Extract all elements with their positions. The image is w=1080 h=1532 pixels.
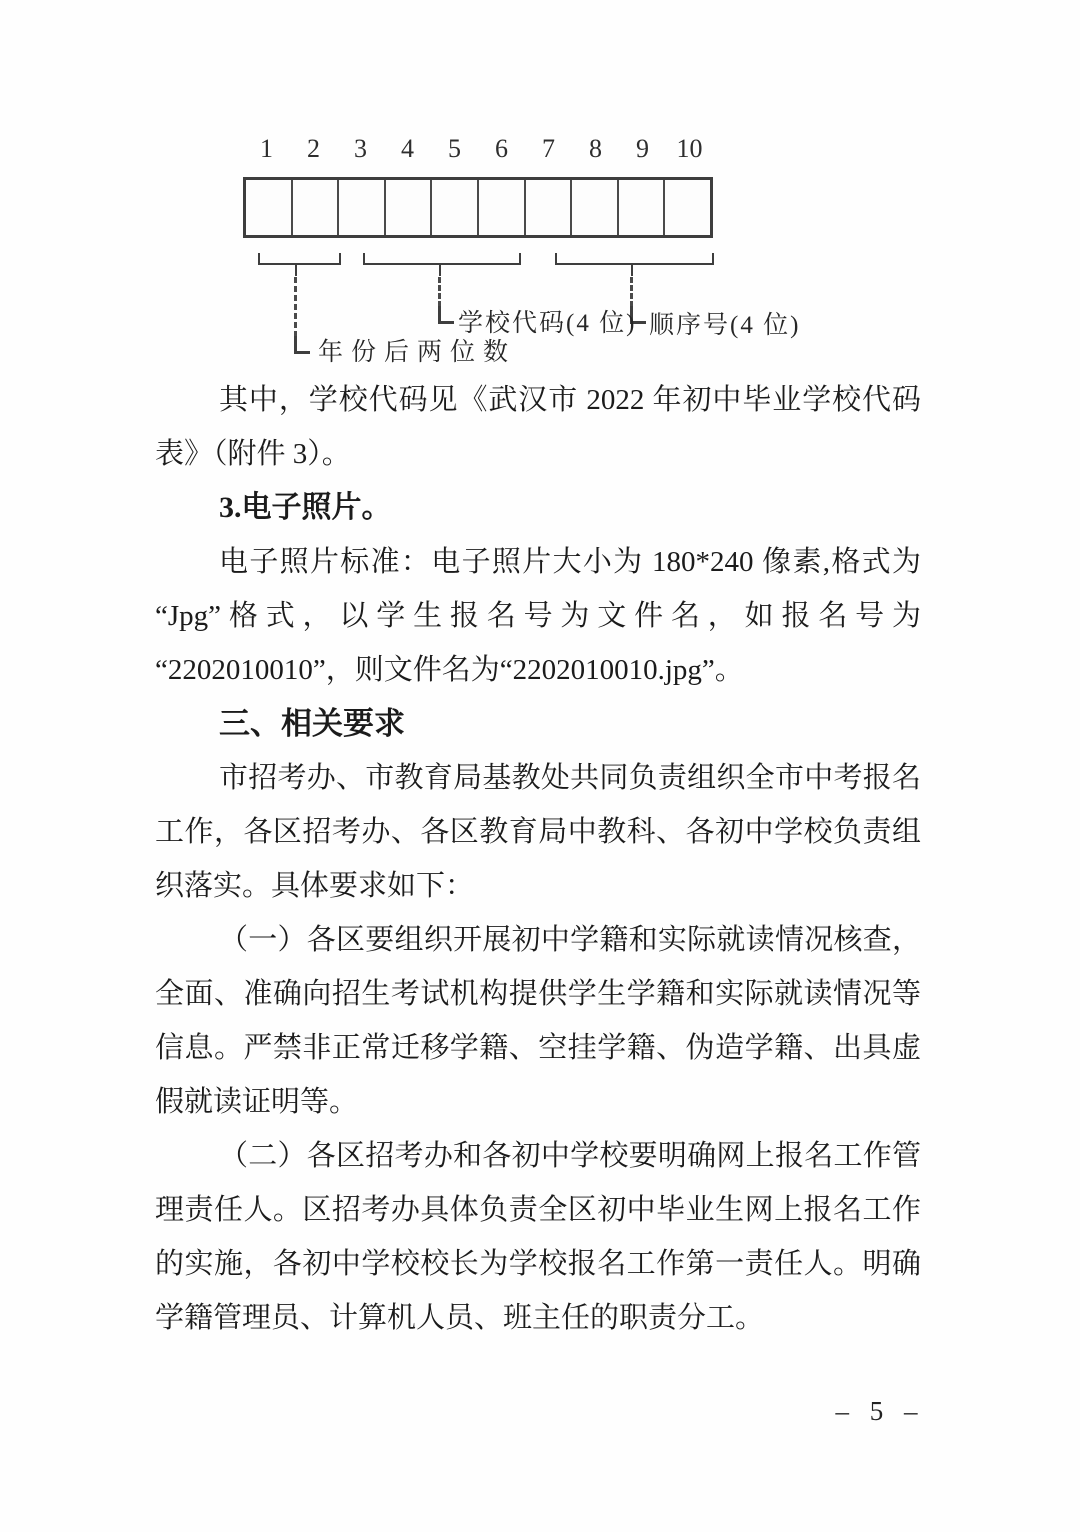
bracket-school-code xyxy=(363,253,521,265)
document-body xyxy=(155,373,921,1345)
digit-cell xyxy=(246,180,293,235)
text-line: 全面、准确向招生考试机构提供学生学籍和实际就读情况等 xyxy=(155,978,921,1010)
text-line: 市招考办、市教育局基教处共同负责组织全市中考报名 xyxy=(219,762,921,794)
code-box-strip xyxy=(243,177,713,238)
bracket-sequence xyxy=(555,253,714,265)
text-line: 学籍管理员、计算机人员、班主任的职责分工。 xyxy=(155,1302,765,1334)
bracket-year-tick xyxy=(295,263,297,276)
text-line: 的实施，各初中学校校长为学校报名工作第一责任人。明确 xyxy=(155,1248,921,1280)
bracket-sequence-tick xyxy=(631,263,633,276)
text-line: 织落实。具体要求如下： xyxy=(155,870,475,902)
text-line: 假就读证明等。 xyxy=(155,1086,359,1118)
text-line: 表》（附件 3）。 xyxy=(155,438,351,470)
digit-cell xyxy=(619,180,666,235)
digit-cell xyxy=(339,180,386,235)
section-heading-photo: 3.电子照片。 xyxy=(219,491,392,524)
label-school-code: 学校代码(4 位) xyxy=(458,310,637,337)
digit-label: 4 xyxy=(401,134,414,163)
digit-cell xyxy=(572,180,619,235)
corner-connector-school xyxy=(438,306,454,324)
text-line: 信息。严禁非正常迁移学籍、空挂学籍、伪造学籍、出具虚 xyxy=(155,1032,921,1064)
label-sequence-number: 顺序号(4 位) xyxy=(649,312,801,339)
text-line: “Jpg”格式，以学生报名号为文件名，如报名号为 xyxy=(155,600,921,632)
dashed-connector-year xyxy=(294,277,297,337)
digit-cell xyxy=(432,180,479,235)
bracket-school-tick xyxy=(439,263,441,276)
page-number: – 5 – xyxy=(835,1396,925,1426)
digit-cell xyxy=(526,180,573,235)
section-heading-requirements: 三、相关要求 xyxy=(219,706,405,741)
text-line: 其中，学校代码见《武汉市 2022 年初中毕业学校代码 xyxy=(219,384,921,416)
digit-position-row xyxy=(243,134,713,164)
digit-label: 1 xyxy=(260,134,273,163)
text-line: 理责任人。区招考办具体负责全区初中毕业生网上报名工作 xyxy=(155,1194,921,1226)
corner-connector-year xyxy=(294,336,310,354)
digit-label: 10 xyxy=(676,134,703,163)
digit-cell xyxy=(479,180,526,235)
digit-label: 6 xyxy=(495,134,508,163)
text-line: （二）各区招考办和各初中学校要明确网上报名工作管 xyxy=(219,1140,921,1172)
text-line: “2202010010”，则文件名为“2202010010.jpg”。 xyxy=(155,654,744,686)
text-line: （一）各区要组织开展初中学籍和实际就读情况核查， xyxy=(219,924,921,956)
text-line: 工作，各区招考办、各区教育局中教科、各初中学校负责组 xyxy=(155,816,921,848)
digit-cell xyxy=(386,180,433,235)
digit-label: 2 xyxy=(307,134,320,163)
digit-cell xyxy=(293,180,340,235)
text-line: 电子照片标准：电子照片大小为 180*240 像素,格式为 xyxy=(219,546,921,578)
digit-label: 9 xyxy=(636,134,649,163)
digit-label: 7 xyxy=(542,134,555,163)
digit-cell xyxy=(665,180,710,235)
dashed-connector-school xyxy=(438,277,441,307)
digit-label: 5 xyxy=(448,134,461,163)
label-year-digits: 年份后两位数 xyxy=(318,339,517,366)
bracket-year-digits xyxy=(258,253,341,265)
digit-label: 8 xyxy=(589,134,602,163)
digit-label: 3 xyxy=(354,134,367,163)
